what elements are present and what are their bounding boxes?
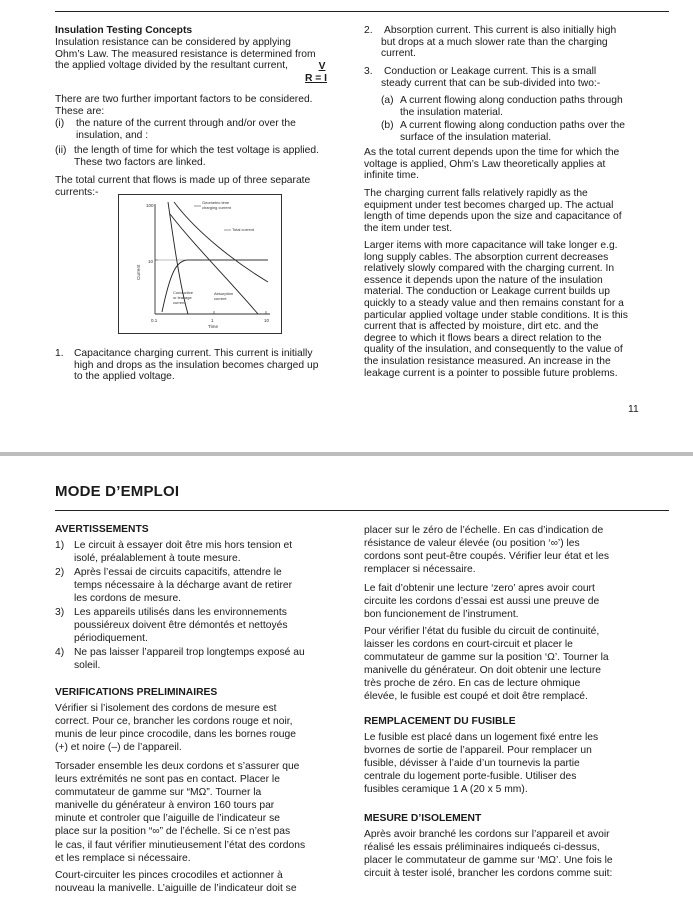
continuity-paragraph-1: placer sur le zéro de l’échelle. En cas d’indication de résistance de valeur élevée (ou position ‘∞’) les cordons sont peut-être coupés. Vérifier leur état et les remplacer si nécessaire.: [364, 525, 609, 576]
item-1: 1. Capacitance charging current. This current is initially high and drops as the insulation becomes charged up to the applied voltage.: [55, 348, 319, 383]
insulation-measure-paragraph: Après avoir branché les cordons sur l’appareil et avoir réalisé les essais préliminaires indiqueés ci-dessus, placer le commutateur de gamme sur ‘MΩ’. Une fois le circuit à tester isolé, brancher les cordons comme suit:: [364, 829, 613, 880]
page-number: 11: [628, 404, 639, 415]
verifications-paragraph-2: Torsader ensemble les deux cordons et s’assurer que leurs extrémités ne sont pas en contact. Placer le commutateur de gamme sur “MΩ”. Tourner la manivelle du générateur à environ 160 tours par minute et controler que l’aiguille de l’indicateur se place sur la position “∞” de l’échelle. Si ce n’est pas le cas, il faut vérifier minutieusement l’état des cordons et les remplace si nécessaire.: [55, 761, 306, 864]
paragraph-infinite-time: As the total current depends upon the time for which the voltage is applied, Ohm’s Law theoretically applies at infinite time.: [364, 147, 620, 182]
ytick-10: 10: [148, 259, 154, 264]
x-axis-label: Time: [208, 324, 219, 329]
y-axis-label: Current: [136, 264, 141, 280]
warning-item-1: 1) Le circuit à essayer doit être mis hors tension et isolé, préalablement à toute mesure.: [55, 540, 293, 565]
warning-item-3: 3) Les appareils utilisés dans les environnements poussiéreux doivent être démontés et nettoyés périodiquement.: [55, 607, 288, 645]
factor-i: (i) the nature of the current through and/or over the insulation, and :: [55, 118, 296, 141]
ytick-100: 100: [146, 203, 154, 208]
factors-paragraph: There are two further important factors to be considered. These are:: [55, 94, 313, 117]
item-2: 2. Absorption current. This current is also initially high but drops at a much slower rate than the charging current.: [364, 25, 617, 60]
section-heading: Insulation Testing Concepts: [55, 25, 193, 36]
paragraph-charging: The charging current falls relatively rapidly as the equipment under test becomes charged up. The actual length of time depends upon the size and capacitance of the item under test.: [364, 188, 622, 234]
legend-charging-b: charging current: [202, 205, 231, 210]
title-rule: [55, 510, 669, 511]
verifications-paragraph-3: Court-circuiter les pinces crocodiles et actionner à nouveau la manivelle. L’aiguille de l’indicateur doit se: [55, 870, 297, 895]
formula: [296, 61, 336, 85]
item-3: 3. Conduction or Leakage current. This is a small steady current that can be sub-divided into two:-: [364, 66, 601, 89]
warning-item-4: 4) Ne pas laisser l’appareil trop longtemps exposé au soleil.: [55, 647, 305, 672]
xtick-1: 1: [211, 318, 214, 323]
formula-denominator: R = I: [304, 73, 328, 84]
sub-item-a: (a) A current flowing along conduction paths through the insulation material.: [381, 95, 623, 118]
paragraph-larger-items: Larger items with more capacitance will take longer e.g. long supply cables. The absorption current decreases relatively slowly compared with the charging current. In essence it depends upon the nature of the insulation material. The conduction or Leakage current builds up quickly to a steady value and then remains constant for a particular applied voltage under stable conditions. It is this current that is affected by moisture, dirt etc. and the degree to which it flows bears a direct relation to the quality of the insulation, and consequently to the value of the insulation resistance measured. An increase in the leakage current is a pointer to possible future problems.: [364, 240, 628, 379]
xtick-2: 10: [264, 318, 270, 323]
continuity-paragraph-2: Le fait d’obtenir une lecture ‘zero’ apres avoir court circuite les cordons d’essai est aussi une preuve de bon funcionement de l’instrument.: [364, 583, 600, 621]
current-time-figure: [118, 194, 282, 334]
top-rule: [55, 11, 669, 12]
fuse-heading: REMPLACEMENT DU FUSIBLE: [364, 716, 516, 727]
page-title: MODE D’EMPLOI: [55, 483, 180, 500]
warning-item-2: 2) Après l’essai de circuits capacitifs, attendre le temps nécessaire à la décharge avant de retirer les cordons de mesure.: [55, 567, 293, 605]
warnings-heading: AVERTISSEMENTS: [55, 524, 149, 535]
legend-absorption-b: current: [214, 296, 227, 301]
formula-numerator: V: [318, 61, 326, 72]
page-separator: [0, 452, 693, 456]
fuse-paragraph: Le fusible est placé dans un logement fixé entre les bvornes de sortie de l’appareil. Pour remplacer un fusible, dévisser à l’aide d’un tournevis la partie centrale du logement porte-fusible. Utiliser des fusibles ceramique 1 A (20 x 5 mm).: [364, 732, 599, 796]
verifications-heading: VERIFICATIONS PRELIMINAIRES: [55, 687, 218, 698]
intro-paragraph: Insulation resistance can be considered by applying Ohm’s Law. The measured resistance is determined from the applied voltage divided by the resultant current,: [55, 37, 316, 72]
legend-total: Total current: [232, 227, 255, 232]
legend-absorption-a: Absorption: [214, 291, 234, 296]
total-current-paragraph: The total current that flows is made up of three separate currents:-: [55, 175, 311, 198]
legend-leakage-a: Conductive: [173, 290, 194, 295]
insulation-measure-heading: MESURE D’ISOLEMENT: [364, 813, 482, 824]
legend-leakage-b: or leakage: [173, 295, 192, 300]
xtick-0: 0.1: [151, 318, 158, 323]
sub-item-b: (b) A current flowing along conduction paths over the surface of the insulation material.: [381, 120, 625, 143]
legend-leakage-c: current: [173, 300, 186, 305]
factor-ii: (ii) the length of time for which the test voltage is applied. These two factors are linked.: [55, 145, 319, 168]
continuity-paragraph-3: Pour vérifier l’état du fusible du circuit de continuité, laisser les cordons en court-circuit et placer le commutateur de gamme sur la position ‘Ω’. Tourner la manivelle du générateur. On doit obtenir une lecture très proche de zéro. En cas de lecture ohmique élevée, le fusible est coupé et doit être remplacé.: [364, 626, 609, 703]
verifications-paragraph-1: Vérifier si l’isolement des cordons de mesure est correct. Pour ce, brancher les cordons rouge et noir, munis de leur pince crocodile, dans les bornes rouge (+) et noire (–) de l’appareil.: [55, 703, 296, 754]
legend-charging-a: Geometric time: [202, 200, 230, 205]
